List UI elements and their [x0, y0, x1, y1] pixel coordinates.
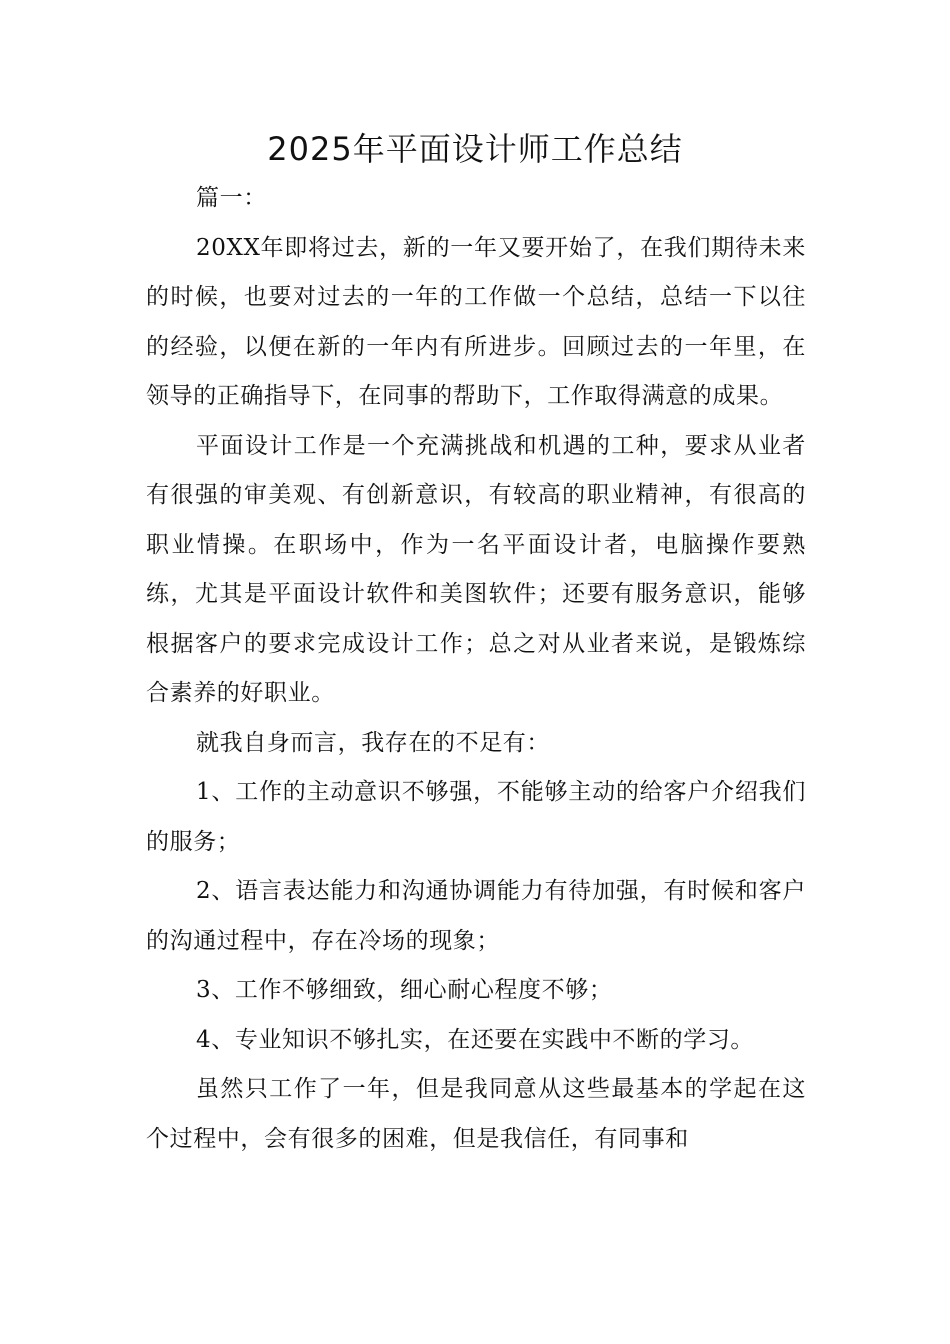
document-title: 2025年平面设计师工作总结: [267, 130, 683, 168]
paragraph-shortcomings-heading: 就我自身而言，我存在的不足有：: [196, 729, 550, 756]
paragraph-section-label: 篇一：: [196, 185, 267, 211]
list-item-shortcoming-3: 3、工作不够细致，细心耐心程度不够；: [196, 977, 613, 1003]
list-item-shortcoming-4: 4、专业知识不够扎实，在还要在实践中不断的学习。: [196, 1026, 755, 1053]
document-body: [146, 174, 806, 1164]
list-item-shortcoming-2: 2、语言表达能力和沟通协调能力有待加强，有时候和客户的沟通过程中，存在冷场的现象；: [146, 878, 806, 954]
paragraph-intro: 20XX年即将过去，新的一年又要开始了，在我们期待未来的时候，也要对过去的一年的工作做一个总结，总结一下以往的经验，以便在新的一年内有所进步。回顾过去的一年里，在领导的正确指导下，在同事的帮助下，工作取得满意的成果。: [146, 234, 806, 409]
paragraph-conclusion: 虽然只工作了一年，但是我同意从这些最基本的学起在这个过程中，会有很多的困难，但是我信任，有同事和: [146, 1076, 806, 1152]
paragraph-job-description: 平面设计工作是一个充满挑战和机遇的工种，要求从业者有很强的审美观、有创新意识，有较高的职业精神，有很高的职业情操。在职场中，作为一名平面设计者，电脑操作要熟练，尤其是平面设计软件和美图软件；还要有服务意识，能够根据客户的要求完成设计工作；总之对从业者来说，是锻炼综合素养的好职业。: [146, 432, 806, 706]
list-item-shortcoming-1: 1、工作的主动意识不够强，不能够主动的给客户介绍我们的服务；: [146, 779, 806, 855]
